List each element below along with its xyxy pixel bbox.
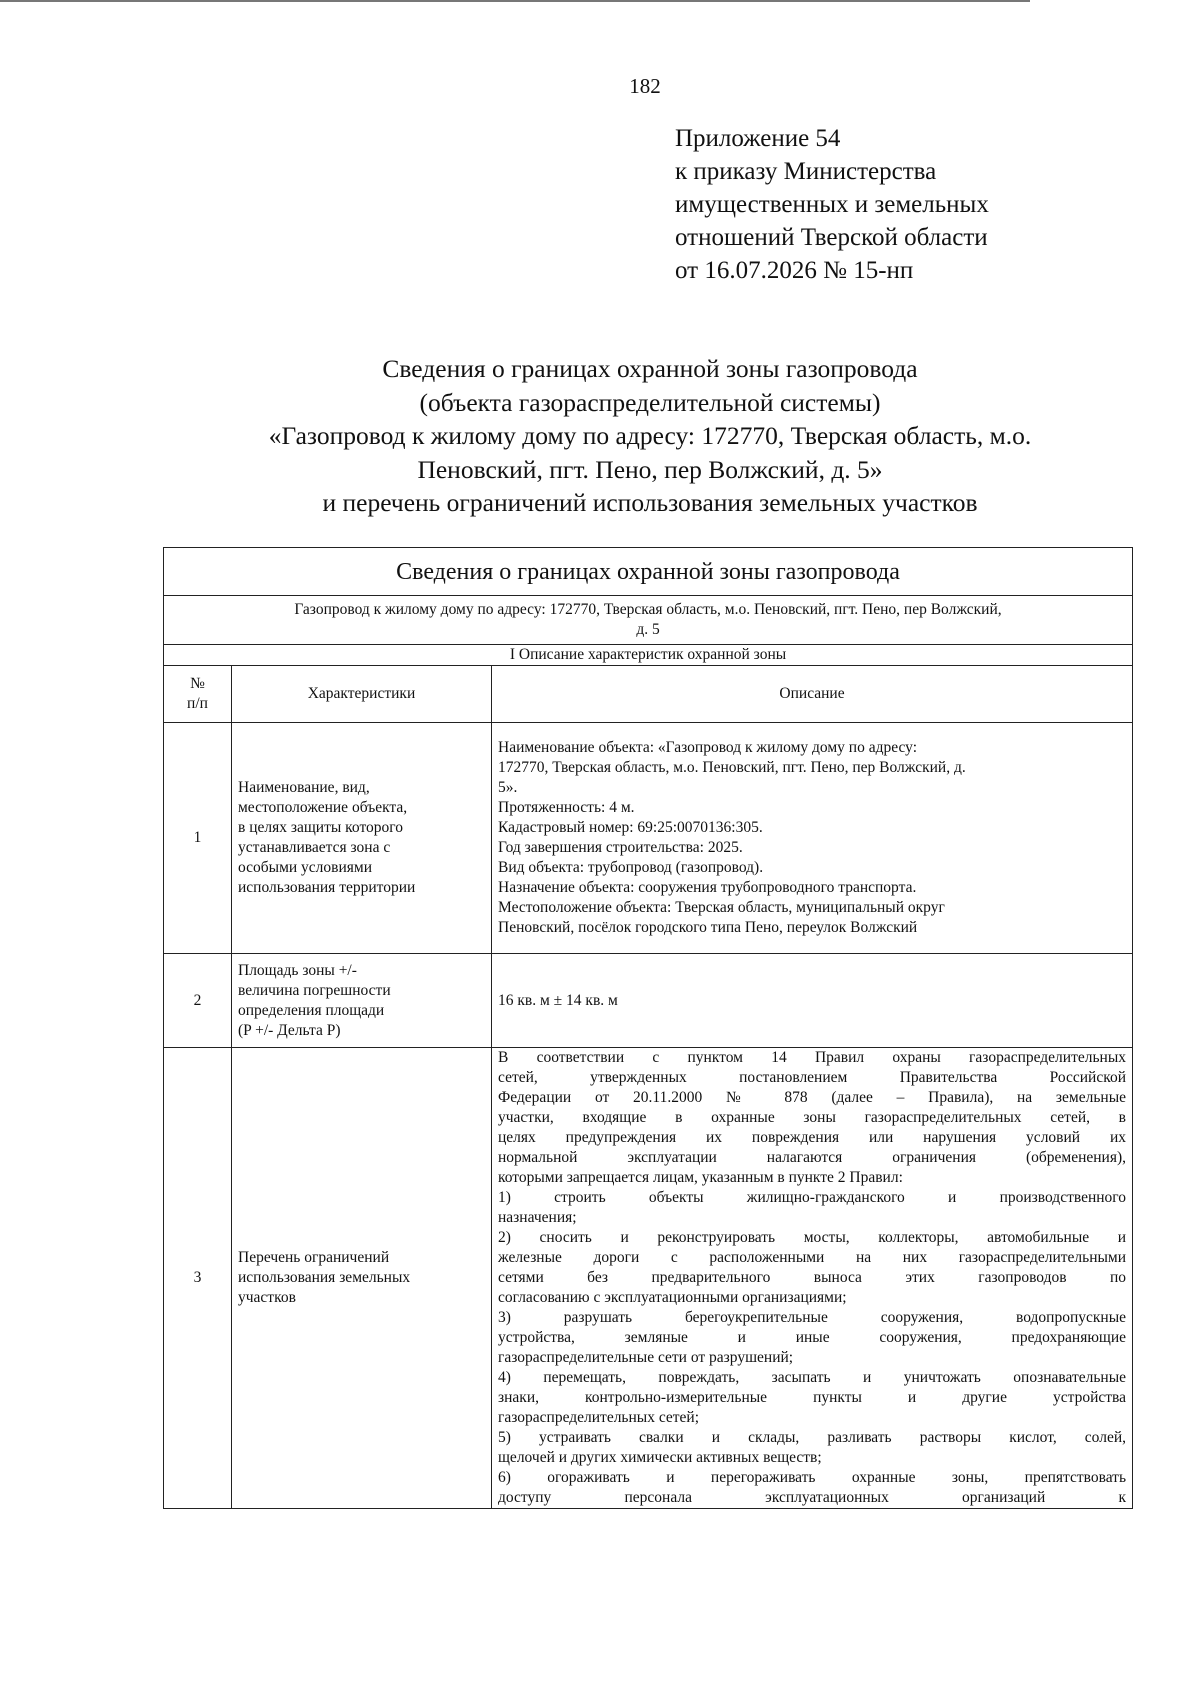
char-line: (P +/- Дельта P) <box>238 1021 341 1039</box>
desc-line: 6) огораживать и перегораживать охранные зоны, препятствовать <box>498 1469 1127 1486</box>
desc-line: Вид объекта: трубопровод (газопровод). <box>498 859 764 876</box>
desc-line: назначения; <box>498 1209 577 1226</box>
table-title: Сведения о границах охранной зоны газопровода <box>164 548 1133 596</box>
header-num-line: № <box>190 675 205 692</box>
desc-line: знаки, контрольно-измерительные пункты и другие устройства <box>498 1389 1127 1406</box>
char-line: местоположение объекта, <box>238 799 408 816</box>
char-line: определения площади <box>238 1001 385 1019</box>
header-row <box>164 666 1133 723</box>
char-line: использования территории <box>238 879 416 896</box>
header-description: Описание <box>492 666 1133 723</box>
desc-line: газораспределительные сети от разрушений; <box>498 1349 794 1366</box>
page-number: 182 <box>629 74 661 98</box>
desc-line: которыми запрещается лицам, указанным в пункте 2 Правил: <box>498 1169 903 1186</box>
desc-line: щелочей и других химически активных веществ; <box>498 1449 822 1466</box>
char-line: участков <box>238 1289 296 1306</box>
desc-line: Год завершения строительства: 2025. <box>498 839 743 856</box>
object-name-cell <box>164 596 1133 645</box>
desc-line: В соответствии с пунктом 14 Правил охраны газораспределительных <box>498 1049 1127 1066</box>
desc-line: газораспределительных сетей; <box>498 1409 700 1426</box>
row-description <box>492 723 1133 954</box>
header-num-line: п/п <box>187 695 208 712</box>
appendix-line: к приказу Министерства <box>675 158 937 185</box>
desc-line: Назначение объекта: сооружения трубопроводного транспорта. <box>498 879 917 896</box>
desc-line: Местоположение объекта: Тверская область, муниципальный округ <box>498 899 945 916</box>
document-title-line: (объекта газораспределительной системы) <box>419 387 881 417</box>
row-characteristic <box>232 1048 492 1509</box>
appendix-line: от 16.07.2026 № 15-нп <box>675 257 914 284</box>
row-characteristic <box>232 723 492 954</box>
desc-line: устройства, земляные и иные сооружения, предохраняющие <box>498 1329 1127 1346</box>
desc-line: сетями без предварительного выноса этих газопроводов по <box>498 1269 1127 1286</box>
table-row <box>164 723 1133 954</box>
desc-line: 3) разрушать берегоукрепительные сооружения, водопропускные <box>498 1309 1127 1326</box>
desc-line: 172770, Тверская область, м.о. Пеновский, пгт. Пено, пер Волжский, д. <box>498 759 966 776</box>
desc-line: целях предупреждения их повреждения или нарушения условий их <box>498 1129 1127 1146</box>
document-title-line: Пеновский, пгт. Пено, пер Волжский, д. 5» <box>417 454 883 484</box>
desc-line: 5». <box>498 779 518 796</box>
char-line: величина погрешности <box>238 981 391 999</box>
desc-line: Пеновский, посёлок городского типа Пено, переулок Волжский <box>498 919 918 936</box>
document-title <box>160 352 1140 520</box>
row-description <box>492 954 1133 1048</box>
desc-line: 16 кв. м ± 14 кв. м <box>498 991 618 1009</box>
char-line: Площадь зоны +/- <box>238 961 357 979</box>
char-line: особыми условиями <box>238 859 373 876</box>
desc-line: 5) устраивать свалки и склады, разливать растворы кислот, солей, <box>498 1429 1127 1446</box>
desc-line: сетей, утвержденных постановлением Правительства Российской <box>498 1069 1127 1086</box>
top-rule <box>0 0 1030 2</box>
char-line: Наименование, вид, <box>238 779 370 796</box>
table-row <box>164 1048 1133 1509</box>
desc-line: Федерации от 20.11.2000 № 878 (далее – Правила), на земельные <box>498 1089 1127 1106</box>
desc-line: 2) сносить и реконструировать мосты, коллекторы, автомобильные и <box>498 1229 1127 1246</box>
row-characteristic <box>232 954 492 1048</box>
header-characteristics: Характеристики <box>232 666 492 723</box>
desc-line: Кадастровый номер: 69:25:0070136:305. <box>498 819 763 836</box>
document-title-line: и перечень ограничений использования земельных участков <box>322 488 978 517</box>
char-line: в целях защиты которого <box>238 819 403 836</box>
appendix-line: отношений Тверской области <box>675 224 988 251</box>
appendix-line: имущественных и земельных <box>675 191 989 218</box>
row-description <box>492 1048 1133 1509</box>
desc-line: 4) перемещать, повреждать, засыпать и уничтожать опознавательные <box>498 1369 1127 1386</box>
zone-table <box>163 547 1133 1509</box>
header-num <box>164 666 232 723</box>
desc-line: нормальной эксплуатации налагаются ограничения (обременения), <box>498 1149 1127 1166</box>
row-number: 3 <box>164 1048 232 1509</box>
char-line: использования земельных <box>238 1269 411 1286</box>
appendix-line: Приложение 54 <box>675 125 841 152</box>
desc-line: Протяженность: 4 м. <box>498 799 635 816</box>
document-title-line: «Газопровод к жилому дому по адресу: 172770, Тверская область, м.о. <box>268 421 1032 450</box>
desc-line: железные дороги с расположенными на них газораспределительными <box>498 1249 1127 1266</box>
table-row <box>164 954 1133 1048</box>
desc-line: участки, входящие в охранные зоны газораспределительных сетей, в <box>498 1109 1127 1126</box>
char-line: Перечень ограничений <box>238 1249 390 1266</box>
row-number: 2 <box>164 954 232 1048</box>
row-number: 1 <box>164 723 232 954</box>
section-heading: I Описание характеристик охранной зоны <box>164 645 1133 666</box>
desc-line: согласованию с эксплуатационными организациями; <box>498 1289 847 1306</box>
desc-line: Наименование объекта: «Газопровод к жилому дому по адресу: <box>498 739 918 756</box>
object-name-line: Газопровод к жилому дому по адресу: 172770, Тверская область, м.о. Пеновский, пгт. Пено, пер Волжский, <box>294 601 1002 618</box>
desc-line: 1) строить объекты жилищно-гражданского и производственного <box>498 1189 1127 1206</box>
desc-line: доступу персонала эксплуатационных организаций к <box>498 1489 1127 1506</box>
char-line: устанавливается зона с <box>238 839 391 856</box>
document-title-line: Сведения о границах охранной зоны газопровода <box>382 354 918 383</box>
appendix-block <box>675 122 989 287</box>
object-name-line: д. 5 <box>636 621 660 638</box>
